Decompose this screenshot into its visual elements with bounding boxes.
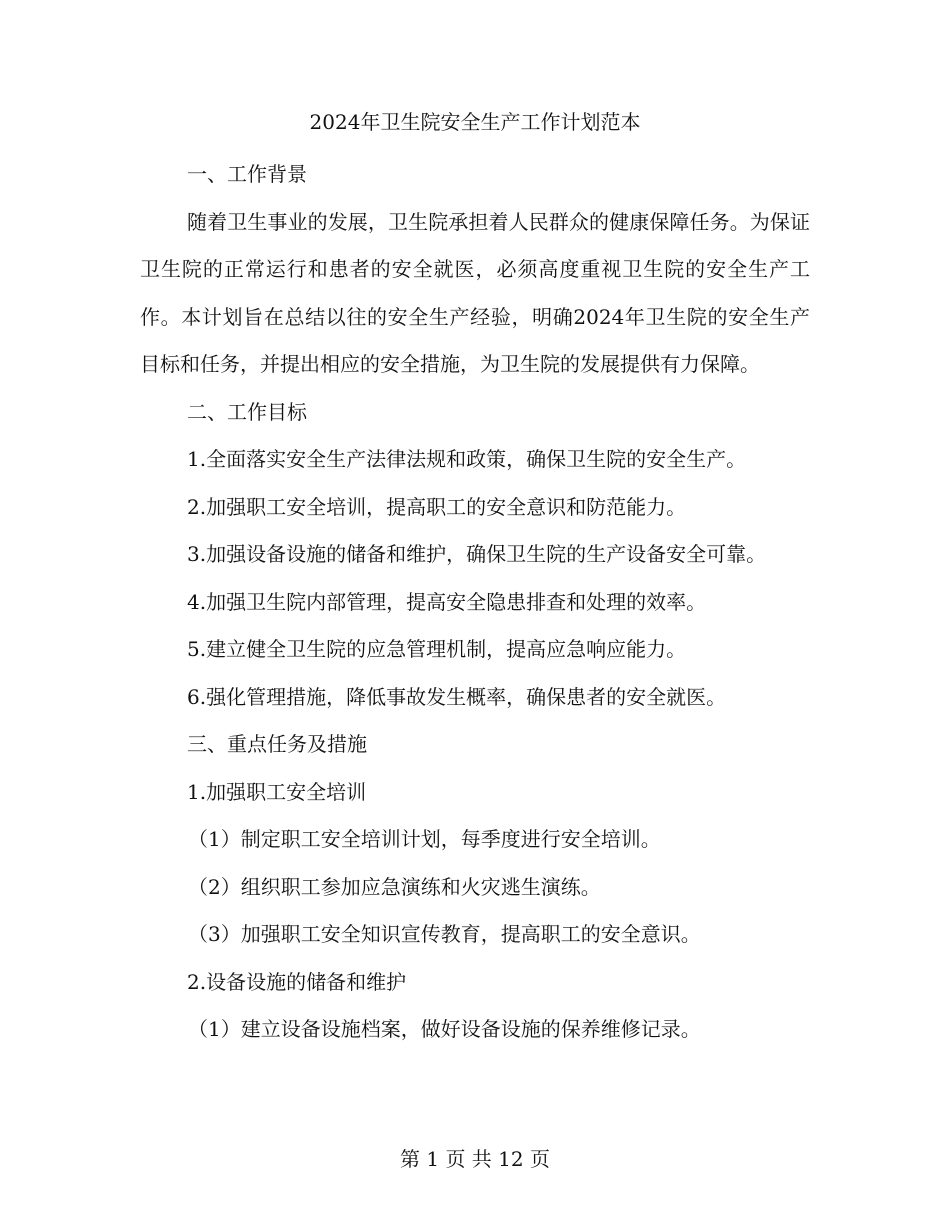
task-subitem: （2）组织职工参加应急演练和火灾逃生演练。 xyxy=(188,874,601,899)
task-subitem: （3）加强职工安全知识宣传教育，提高职工的安全意识。 xyxy=(188,922,701,946)
section-heading-tasks: 三、重点任务及措施 xyxy=(187,732,367,756)
section-heading-background: 一、工作背景 xyxy=(187,162,307,186)
goal-item: 1.全面落实安全生产法律法规和政策，确保卫生院的安全生产。 xyxy=(187,447,747,471)
section-heading-goals: 二、工作目标 xyxy=(187,399,307,424)
page-number-footer: 第 1 页 共 12 页 xyxy=(400,1147,550,1171)
goal-item: 4.加强卫生院内部管理，提高安全隐患排查和处理的效率。 xyxy=(187,589,707,614)
task-heading-equipment: 2.设备设施的储备和维护 xyxy=(187,969,407,994)
task-heading-training: 1.加强职工安全培训 xyxy=(187,779,367,804)
task-subitem: （1）制定职工安全培训计划，每季度进行安全培训。 xyxy=(188,827,661,851)
document-body xyxy=(140,151,810,1054)
goal-item: 6.强化管理措施，降低事故发生概率，确保患者的安全就医。 xyxy=(187,684,727,709)
goal-item: 3.加强设备设施的储备和维护，确保卫生院的生产设备安全可靠。 xyxy=(187,542,767,566)
goal-item: 2.加强职工安全培训，提高职工的安全意识和防范能力。 xyxy=(187,494,687,519)
goal-item: 5.建立健全卫生院的应急管理机制，提高应急响应能力。 xyxy=(187,637,687,661)
background-paragraph: 随着卫生事业的发展，卫生院承担着人民群众的健康保障任务。为保证卫生院的正常运行和患者的安全就医，必须高度重视卫生院的安全生产工作。本计划旨在总结以往的安全生产经验，明确2024年卫生院的安全生产目标和任务，并提出相应的安全措施，为卫生院的发展提供有力保障。 xyxy=(140,209,810,376)
task-subitem: （1）建立设备设施档案，做好设备设施的保养维修记录。 xyxy=(188,1017,701,1041)
document-title: 2024年卫生院安全生产工作计划范本 xyxy=(309,110,641,134)
